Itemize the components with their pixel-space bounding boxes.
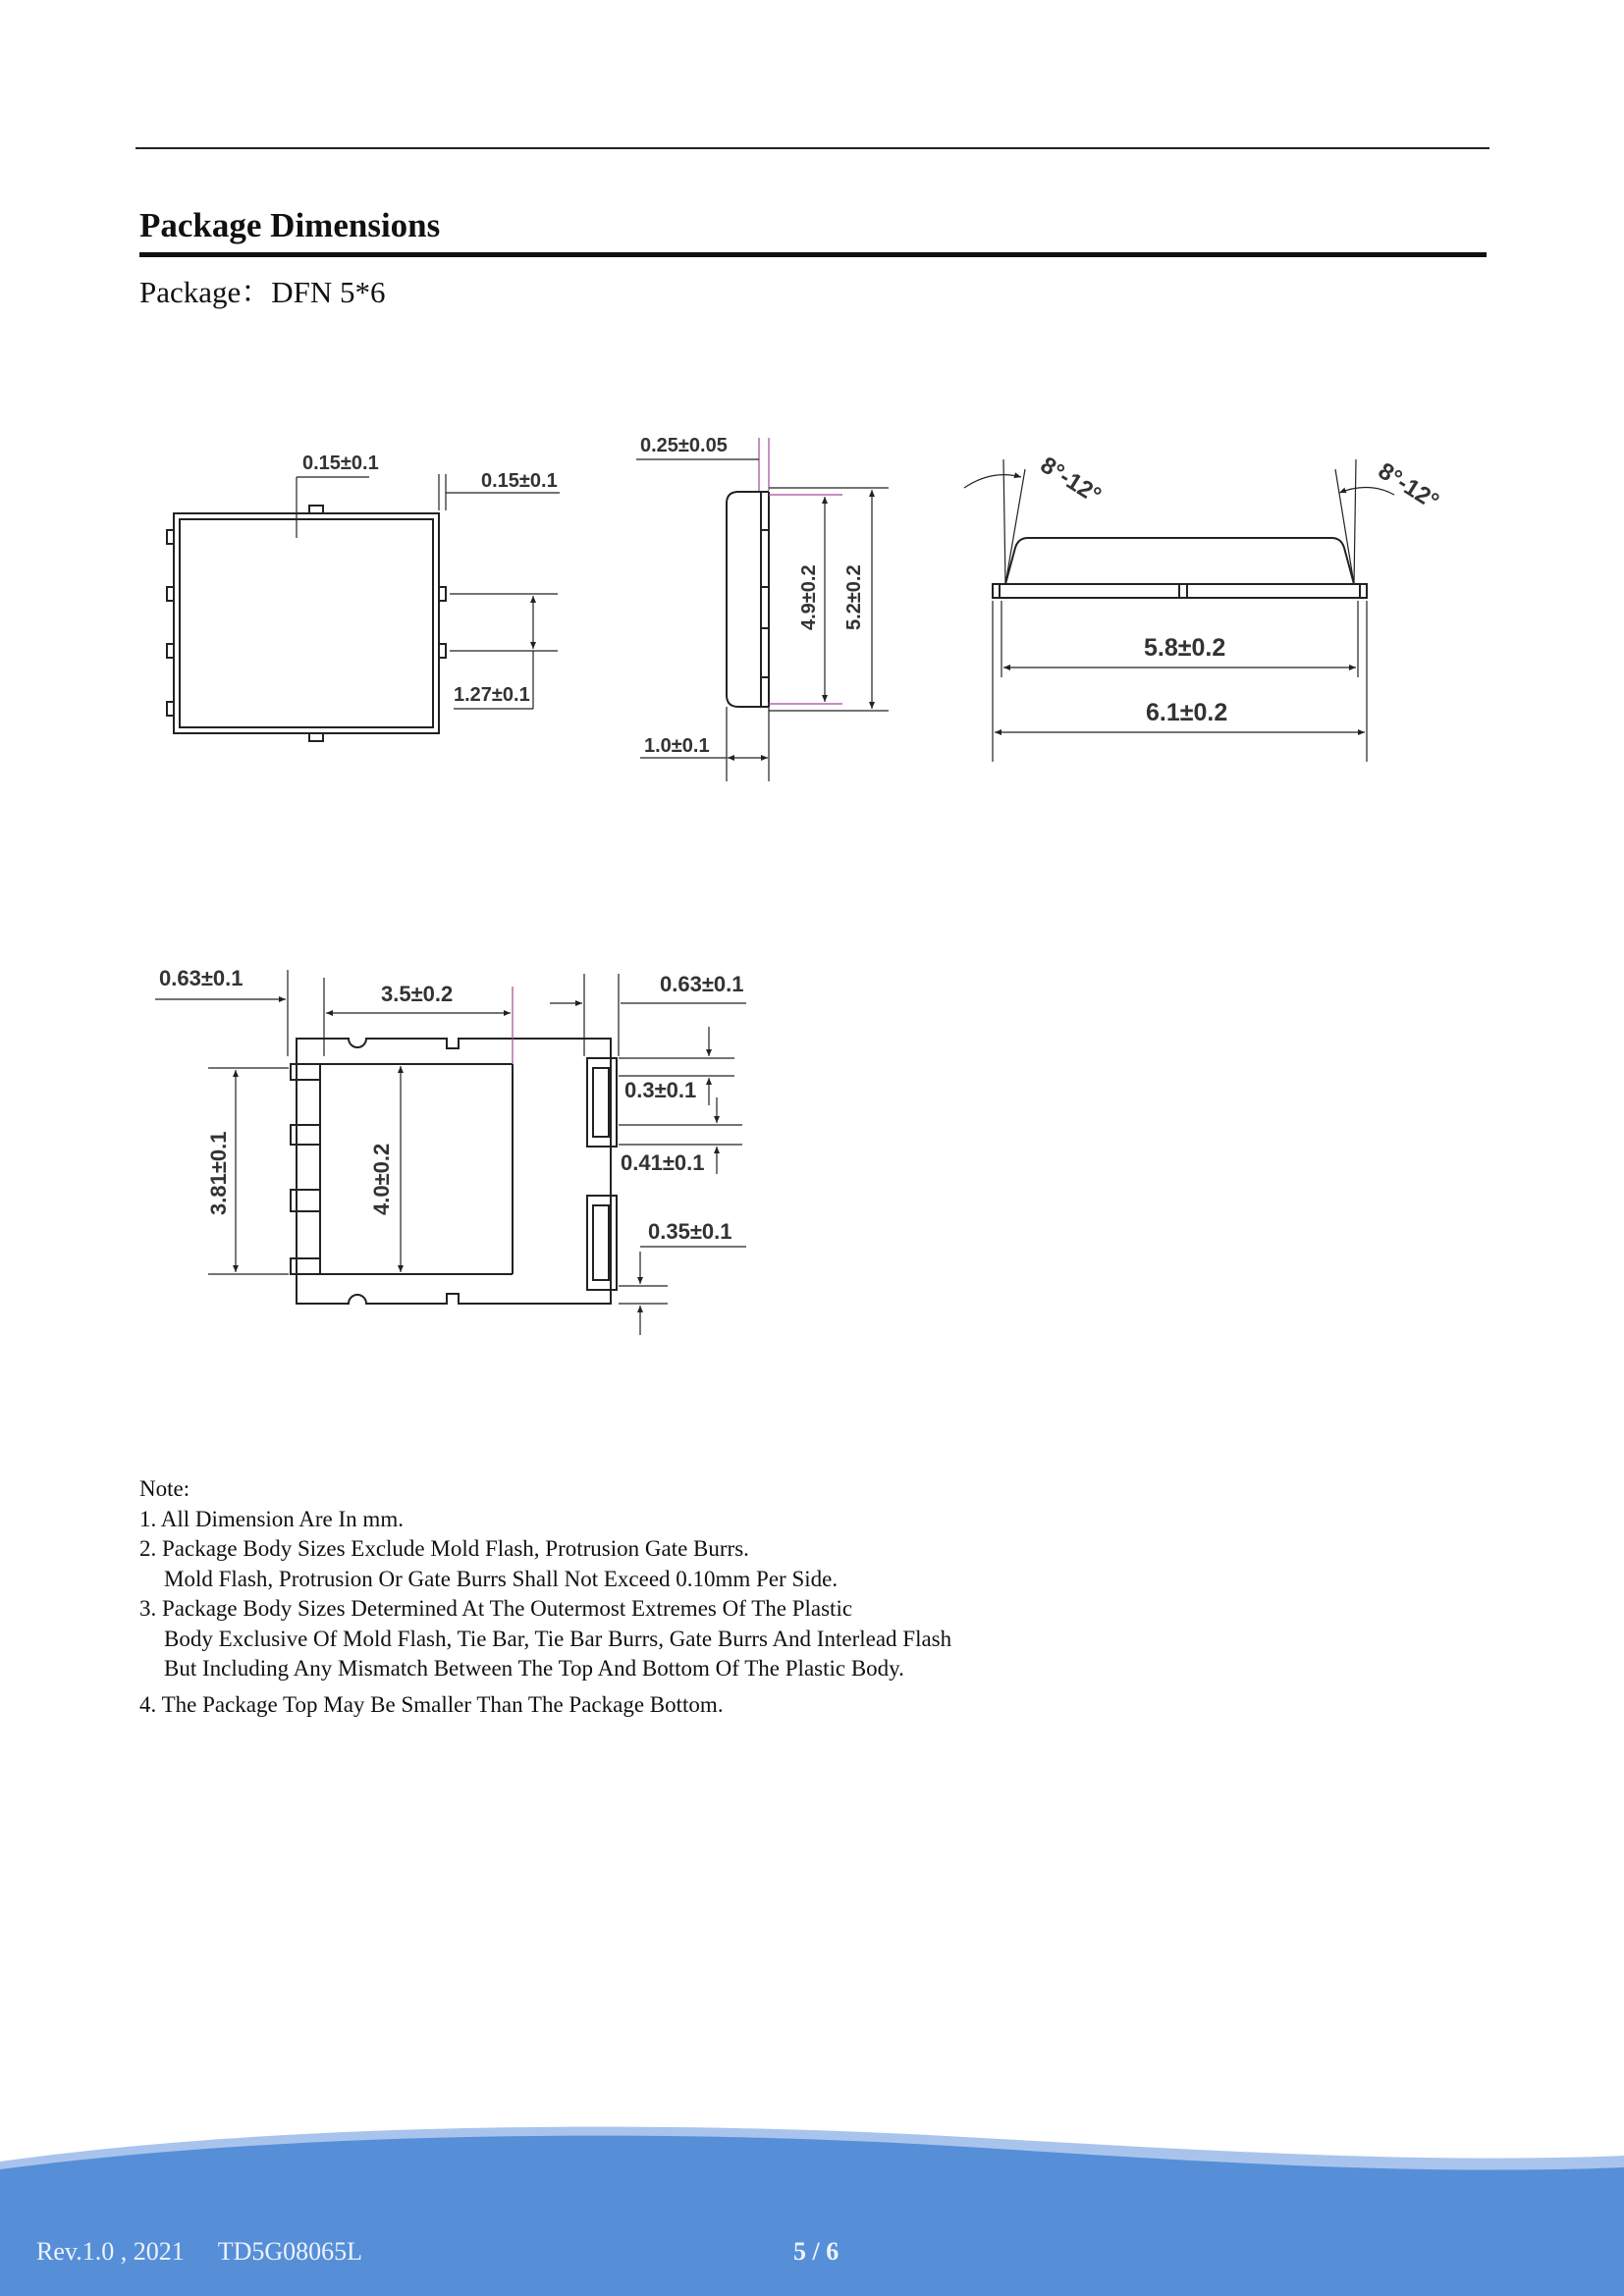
- dim-lead-span: 3.81±0.1: [206, 1131, 231, 1215]
- dim-lead-length: 0.35±0.1: [648, 1219, 732, 1244]
- package-label: Package：DFN 5*6: [139, 275, 386, 309]
- note-3-continued: Body Exclusive Of Mold Flash, Tie Bar, Tie Bar Burrs, Gate Burrs And Interlead Flash: [164, 1626, 952, 1651]
- dim-pad-width: 3.5±0.2: [381, 982, 454, 1006]
- dim-inner-height: 4.9±0.2: [798, 564, 820, 630]
- dim-body-thickness: 1.0±0.1: [644, 735, 710, 757]
- dim-pad-height: 4.0±0.2: [369, 1143, 394, 1215]
- dim-outer-height: 5.2±0.2: [843, 564, 865, 630]
- dim-lead-width-a: 0.3±0.1: [624, 1078, 697, 1102]
- notes-heading: Note:: [139, 1476, 190, 1501]
- angle-left: 8°-12°: [1035, 452, 1107, 509]
- notes-block: [139, 1474, 951, 1720]
- note-3-continued-2: But Including Any Mismatch Between The Top And Bottom Of The Plastic Body.: [164, 1656, 904, 1681]
- footer-page-number: 5 / 6: [793, 2237, 839, 2266]
- dim-lead-width-b: 0.41±0.1: [621, 1150, 705, 1175]
- angle-right: 8°-12°: [1373, 457, 1444, 515]
- footer-info: [36, 2237, 390, 2267]
- footer-wave: [0, 2120, 1624, 2296]
- footer-revision: Rev.1.0 , 2021: [36, 2237, 185, 2266]
- note-2: 2. Package Body Sizes Exclude Mold Flash, Protrusion Gate Burrs.: [139, 1536, 749, 1561]
- dim-top-tab: 0.15±0.1: [302, 453, 379, 474]
- dim-pitch: 1.27±0.1: [454, 684, 530, 706]
- footer-part-number: TD5G08065L: [217, 2237, 363, 2266]
- dim-right-offset: 0.63±0.1: [660, 972, 744, 996]
- dim-left-offset: 0.63±0.1: [159, 966, 244, 990]
- dim-lead-thickness: 0.25±0.05: [640, 435, 728, 456]
- note-2-continued: Mold Flash, Protrusion Or Gate Burrs Shall Not Exceed 0.10mm Per Side.: [164, 1566, 839, 1591]
- dim-total-length: 6.1±0.2: [1146, 699, 1228, 726]
- note-4: 4. The Package Top May Be Smaller Than The Package Bottom.: [139, 1691, 724, 1717]
- note-3: 3. Package Body Sizes Determined At The Outermost Extremes Of The Plastic: [139, 1596, 853, 1621]
- section-title: Package Dimensions: [139, 206, 441, 244]
- note-1: 1. All Dimension Are In mm.: [139, 1506, 404, 1531]
- dim-side-tab: 0.15±0.1: [481, 470, 558, 492]
- dim-body-length: 5.8±0.2: [1144, 634, 1226, 662]
